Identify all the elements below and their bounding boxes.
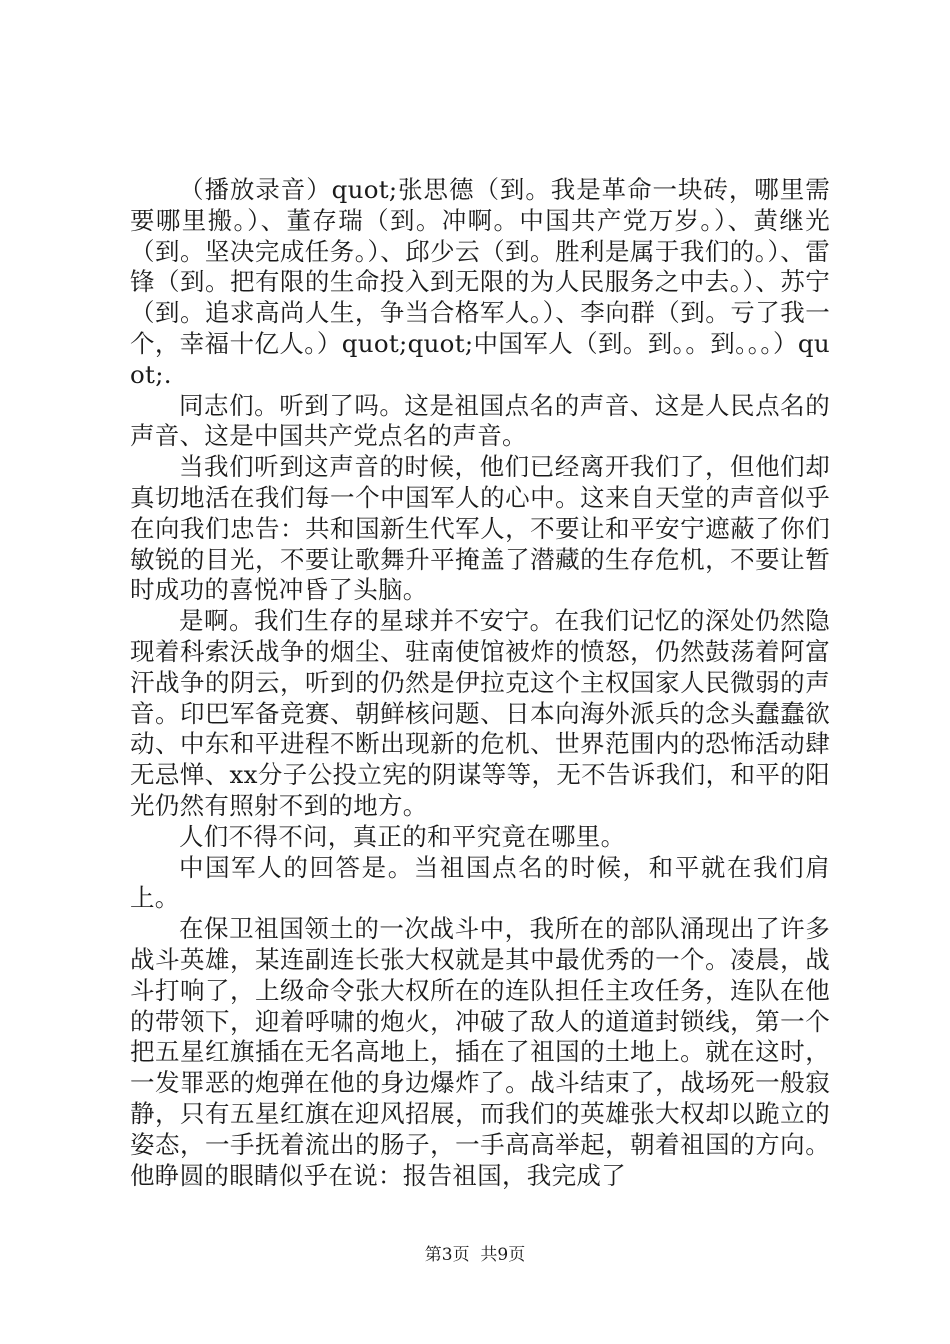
paragraph-voice-from-heaven: 当我们听到这声音的时候，他们已经离开我们了，但他们却真切地活在我们每一个中国军人的心中。这来自天堂的声音似乎在向我们忠告：共和国新生代军人，不要让和平安宁遮蔽了你们敏锐的目光，不要让歌舞升平掩盖了潜藏的生存危机，不要让暂时成功的喜悦冲昏了头脑。: [130, 452, 830, 605]
paragraph-where-is-peace: 人们不得不问，真正的和平究竟在哪里。: [179, 821, 626, 851]
paragraph-comrades-did-you-hear: 同志们。听到了吗。这是祖国点名的声音、这是人民点名的声音、这是中国共产党点名的声音。: [130, 390, 830, 451]
paragraph-soldiers-answer: 中国军人的回答是。当祖国点名的时候，和平就在我们肩上。: [130, 852, 830, 913]
document-body: [130, 175, 830, 1191]
page-footer: [0, 1244, 950, 1266]
paragraph-roll-call-recording: （播放录音）quot;张思德（到。我是革命一块砖，哪里需要哪里搬。）、董存瑞（到。冲啊。中国共产党万岁。）、黄继光（到。坚决完成任务。）、邱少云（到。胜利是属于我们的。）、雷锋（到。把有限的生命投入到无限的为人民服务之中去。）、苏宁（到。追求高尚人生，争当合格军人。）、李向群（到。亏了我一个，幸福十亿人。）quot;quot;中国军人（到。到。。到。。。）quot;.: [130, 175, 830, 389]
page-number-label: 第3页 共9页: [424, 1245, 526, 1265]
paragraph-battle-story: 在保卫祖国领土的一次战斗中，我所在的部队涌现出了许多战斗英雄，某连副连长张大权就是其中最优秀的一个。凌晨，战斗打响了，上级命令张大权所在的连队担任主攻任务，连队在他的带领下，迎着呼啸的炮火，冲破了敌人的道道封锁线，第一个把五星红旗插在无名高地上，插在了祖国的土地上。就在这时，一发罪恶的炮弹在他的身边爆炸了。战斗结束了，战场死一般寂静，只有五星红旗在迎风招展，而我们的英雄张大权却以跪立的姿态，一手抚着流出的肠子，一手高高举起，朝着祖国的方向。他睁圆的眼睛似乎在说：报告祖国，我完成了: [130, 914, 830, 1190]
paragraph-planet-not-peaceful: 是啊。我们生存的星球并不安宁。在我们记忆的深处仍然隐现着科索沃战争的烟尘、驻南使馆被炸的愤怒，仍然鼓荡着阿富汗战争的阴云，听到的仍然是伊拉克这个主权国家人民微弱的声音。印巴军备竞赛、朝鲜核问题、日本向海外派兵的念头蠢蠢欲动、中东和平进程不断出现新的危机、世界范围内的恐怖活动肆无忌惮、xx分子公投立宪的阴谋等等，无不告诉我们，和平的阳光仍然有照射不到的地方。: [130, 606, 830, 820]
